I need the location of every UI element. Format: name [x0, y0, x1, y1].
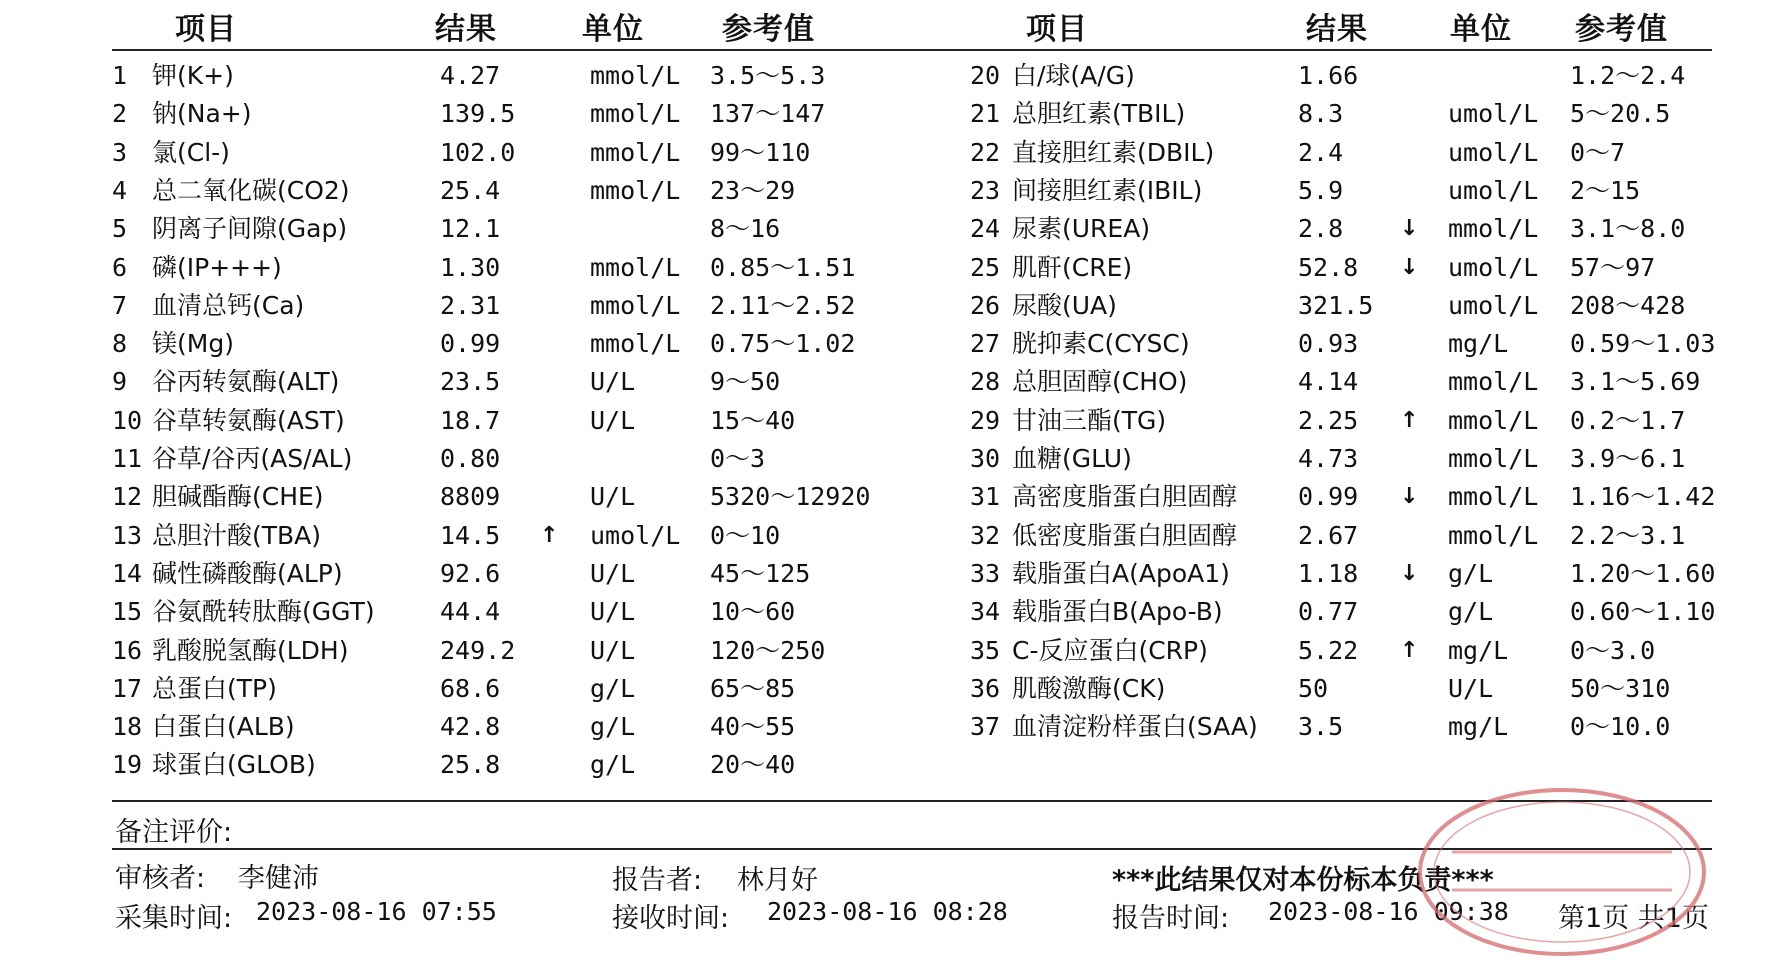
row-reference: 9～50	[710, 367, 781, 397]
row-number: 18	[112, 712, 143, 742]
row-reference: 3.5～5.3	[710, 61, 826, 90]
row-reference: 23～29	[710, 175, 796, 205]
row-item-name: 甘油三酯(TG)	[1012, 405, 1167, 435]
row-number: 13	[112, 520, 143, 550]
row-unit: mg/L	[1448, 635, 1509, 665]
row-result: 12.1	[440, 214, 501, 244]
row-number: 33	[970, 558, 1001, 588]
row-result: 2.31	[440, 290, 501, 320]
row-unit: mg/L	[1448, 329, 1509, 359]
row-result: 8809	[440, 482, 501, 512]
row-result: 52.8	[1298, 252, 1359, 282]
row-reference: 1.16～1.42	[1570, 482, 1716, 512]
collect-time-label: 采集时间:	[115, 903, 233, 934]
row-unit: mg/L	[1448, 712, 1509, 742]
row-item-name: 血糖(GLU)	[1012, 444, 1132, 473]
row-unit: U/L	[590, 558, 636, 588]
row-result: 1.18	[1298, 558, 1359, 588]
row-result: 2.67	[1298, 520, 1359, 550]
row-result: 1.66	[1298, 61, 1359, 90]
row-result: 4.73	[1298, 444, 1359, 473]
row-item-name: 总胆汁酸(TBA)	[152, 520, 322, 550]
row-item-name: 碱性磷酸酶(ALP)	[152, 558, 343, 588]
row-number: 8	[112, 329, 128, 359]
receive-time: 2023-08-16 08:28	[767, 897, 1008, 926]
row-item-name: 间接胆红素(IBIL)	[1012, 175, 1203, 205]
row-result: 1.30	[440, 252, 501, 282]
row-item-name: 胆碱酯酶(CHE)	[152, 482, 324, 512]
row-item-name: 谷氨酰转肽酶(GGT)	[152, 597, 375, 627]
row-number: 2	[112, 99, 128, 129]
row-item-name: 肌酸激酶(CK)	[1012, 673, 1166, 703]
row-flag-arrow: ↑	[1400, 637, 1419, 663]
row-item-name: 谷草/谷丙(AS/AL)	[152, 444, 353, 473]
row-item-name: 尿素(UREA)	[1012, 214, 1151, 244]
page-info: 第1页 共1页	[1558, 903, 1709, 934]
row-number: 32	[970, 520, 1001, 550]
row-item-name: 载脂蛋白B(Apo-B)	[1012, 597, 1223, 627]
row-unit: umol/L	[1448, 137, 1539, 167]
row-reference: 0～7	[1570, 137, 1626, 167]
row-item-name: 血清总钙(Ca)	[152, 290, 305, 320]
row-unit: umol/L	[1448, 290, 1539, 320]
row-result: 139.5	[440, 99, 516, 129]
row-reference: 3.1～8.0	[1570, 214, 1686, 244]
row-result: 25.4	[440, 175, 501, 205]
row-reference: 2.2～3.1	[1570, 520, 1686, 550]
row-number: 19	[112, 750, 143, 780]
row-number: 28	[970, 367, 1001, 397]
row-number: 16	[112, 635, 143, 665]
row-item-name: 载脂蛋白A(ApoA1)	[1012, 558, 1230, 588]
row-result: 2.4	[1298, 137, 1344, 167]
row-unit: mmol/L	[1448, 405, 1539, 435]
row-reference: 0～3.0	[1570, 635, 1656, 665]
header-item-right: 项目	[1026, 12, 1088, 47]
row-number: 6	[112, 252, 128, 282]
row-result: 8.3	[1298, 99, 1344, 129]
row-item-name: C-反应蛋白(CRP)	[1012, 635, 1208, 665]
row-number: 17	[112, 673, 143, 703]
row-unit: mmol/L	[590, 99, 681, 129]
row-unit: umol/L	[1448, 252, 1539, 282]
reviewer-label: 审核者:	[115, 863, 206, 894]
row-item-name: 磷(IP+++)	[152, 252, 282, 282]
row-number: 5	[112, 214, 128, 244]
row-result: 249.2	[440, 635, 516, 665]
row-reference: 8～16	[710, 214, 781, 244]
row-item-name: 肌酐(CRE)	[1012, 252, 1133, 282]
row-flag-arrow: ↓	[1400, 216, 1419, 242]
row-number: 20	[970, 61, 1001, 90]
reporter-label: 报告者:	[612, 865, 703, 896]
row-reference: 99～110	[710, 137, 811, 167]
row-unit: U/L	[1448, 673, 1494, 703]
row-reference: 0～3	[710, 444, 766, 473]
row-result: 0.80	[440, 444, 501, 473]
row-result: 44.4	[440, 597, 501, 627]
row-reference: 5320～12920	[710, 482, 871, 512]
row-item-name: 谷丙转氨酶(ALT)	[152, 367, 340, 397]
row-reference: 50～310	[1570, 673, 1671, 703]
row-result: 23.5	[440, 367, 501, 397]
row-number: 10	[112, 405, 143, 435]
row-item-name: 血清淀粉样蛋白(SAA)	[1012, 712, 1258, 742]
row-item-name: 氯(Cl-)	[152, 137, 230, 167]
row-unit: mmol/L	[1448, 367, 1539, 397]
header-rule	[112, 49, 1712, 51]
row-unit: g/L	[590, 712, 636, 742]
row-unit: U/L	[590, 405, 636, 435]
row-number: 9	[112, 367, 128, 397]
row-number: 21	[970, 99, 1001, 129]
row-reference: 1.20～1.60	[1570, 558, 1716, 588]
remark-label: 备注评价:	[115, 817, 233, 848]
row-result: 3.5	[1298, 712, 1344, 742]
row-number: 1	[112, 61, 128, 90]
row-number: 29	[970, 405, 1001, 435]
row-result: 42.8	[440, 712, 501, 742]
row-item-name: 总胆固醇(CHO)	[1012, 367, 1188, 397]
row-unit: mmol/L	[1448, 482, 1539, 512]
row-unit: umol/L	[1448, 175, 1539, 205]
row-unit: mmol/L	[590, 252, 681, 282]
row-number: 26	[970, 290, 1001, 320]
row-item-name: 镁(Mg)	[152, 329, 234, 359]
row-reference: 208～428	[1570, 290, 1686, 320]
row-item-name: 总二氧化碳(CO2)	[152, 175, 350, 205]
row-unit: U/L	[590, 635, 636, 665]
row-unit: umol/L	[590, 520, 681, 550]
row-reference: 0.75～1.02	[710, 329, 856, 359]
row-result: 0.93	[1298, 329, 1359, 359]
row-reference: 3.1～5.69	[1570, 367, 1701, 397]
row-unit: mmol/L	[1448, 214, 1539, 244]
row-item-name: 总胆红素(TBIL)	[1012, 99, 1186, 129]
row-item-name: 总蛋白(TP)	[152, 673, 277, 703]
row-unit: umol/L	[1448, 99, 1539, 129]
header-unit-left: 单位	[582, 12, 644, 47]
row-unit: g/L	[590, 673, 636, 703]
row-flag-arrow: ↓	[1400, 484, 1419, 510]
row-result: 102.0	[440, 137, 516, 167]
row-item-name: 谷草转氨酶(AST)	[152, 405, 345, 435]
row-item-name: 高密度脂蛋白胆固醇	[1012, 482, 1238, 512]
row-result: 0.99	[1298, 482, 1359, 512]
row-reference: 3.9～6.1	[1570, 444, 1686, 473]
row-reference: 120～250	[710, 635, 826, 665]
row-item-name: 白/球(A/G)	[1012, 61, 1135, 90]
row-result: 68.6	[440, 673, 501, 703]
row-item-name: 尿酸(UA)	[1012, 290, 1117, 320]
report-time-label: 报告时间:	[1112, 903, 1230, 934]
header-result-right: 结果	[1306, 12, 1368, 47]
row-reference: 0～10.0	[1570, 712, 1671, 742]
row-reference: 15～40	[710, 405, 796, 435]
row-unit: mmol/L	[1448, 444, 1539, 473]
row-item-name: 白蛋白(ALB)	[152, 712, 295, 742]
row-number: 36	[970, 673, 1001, 703]
row-reference: 137～147	[710, 99, 826, 129]
row-number: 31	[970, 482, 1001, 512]
row-item-name: 阴离子间隙(Gap)	[152, 214, 348, 244]
row-reference: 65～85	[710, 673, 796, 703]
row-reference: 20～40	[710, 750, 796, 780]
row-number: 24	[970, 214, 1001, 244]
row-unit: g/L	[1448, 558, 1494, 588]
row-number: 15	[112, 597, 143, 627]
row-item-name: 直接胆红素(DBIL)	[1012, 137, 1215, 167]
row-unit: mmol/L	[590, 175, 681, 205]
row-reference: 0～10	[710, 520, 781, 550]
row-reference: 2.11～2.52	[710, 290, 856, 320]
row-unit: g/L	[1448, 597, 1494, 627]
row-number: 37	[970, 712, 1001, 742]
row-number: 34	[970, 597, 1001, 627]
row-item-name: 乳酸脱氢酶(LDH)	[152, 635, 349, 665]
row-result: 4.14	[1298, 367, 1359, 397]
row-result: 4.27	[440, 61, 501, 90]
header-result-left: 结果	[435, 12, 497, 47]
row-number: 3	[112, 137, 128, 167]
row-number: 12	[112, 482, 143, 512]
row-number: 11	[112, 444, 143, 473]
report-time: 2023-08-16 09:38	[1268, 897, 1509, 926]
row-item-name: 钾(K+)	[152, 61, 234, 90]
row-item-name: 球蛋白(GLOB)	[152, 750, 316, 780]
row-flag-arrow: ↓	[1400, 254, 1419, 280]
reporter-name: 林月好	[737, 865, 818, 896]
row-number: 27	[970, 329, 1001, 359]
row-result: 0.77	[1298, 597, 1359, 627]
disclaimer: ***此结果仅对本份标本负责***	[1112, 865, 1494, 896]
row-reference: 0.60～1.10	[1570, 597, 1716, 627]
row-unit: g/L	[590, 750, 636, 780]
row-number: 35	[970, 635, 1001, 665]
row-result: 18.7	[440, 405, 501, 435]
row-item-name: 胱抑素C(CYSC)	[1012, 329, 1190, 359]
row-flag-arrow: ↑	[540, 522, 559, 548]
row-result: 25.8	[440, 750, 501, 780]
row-unit: mmol/L	[590, 137, 681, 167]
row-number: 22	[970, 137, 1001, 167]
row-number: 7	[112, 290, 128, 320]
row-reference: 0.59～1.03	[1570, 329, 1716, 359]
row-flag-arrow: ↓	[1400, 560, 1419, 586]
row-reference: 40～55	[710, 712, 796, 742]
row-result: 2.8	[1298, 214, 1344, 244]
row-reference: 5～20.5	[1570, 99, 1671, 129]
row-result: 92.6	[440, 558, 501, 588]
row-reference: 0.2～1.7	[1570, 405, 1686, 435]
receive-time-label: 接收时间:	[612, 903, 730, 934]
row-result: 50	[1298, 673, 1329, 703]
row-result: 0.99	[440, 329, 501, 359]
row-reference: 2～15	[1570, 175, 1641, 205]
lab-stamp-seal	[1412, 780, 1712, 965]
header-unit-right: 单位	[1450, 12, 1512, 47]
row-number: 14	[112, 558, 143, 588]
row-result: 14.5	[440, 520, 501, 550]
header-ref-left: 参考值	[722, 12, 815, 47]
row-result: 321.5	[1298, 290, 1374, 320]
row-unit: mmol/L	[590, 290, 681, 320]
row-unit: U/L	[590, 367, 636, 397]
row-number: 30	[970, 444, 1001, 473]
row-reference: 0.85～1.51	[710, 252, 856, 282]
header-item-left: 项目	[175, 12, 237, 47]
row-result: 2.25	[1298, 405, 1359, 435]
header-ref-right: 参考值	[1575, 12, 1668, 47]
row-reference: 1.2～2.4	[1570, 61, 1686, 90]
row-unit: U/L	[590, 482, 636, 512]
row-item-name: 钠(Na+)	[152, 99, 252, 129]
row-reference: 45～125	[710, 558, 811, 588]
row-unit: mmol/L	[1448, 520, 1539, 550]
row-number: 23	[970, 175, 1001, 205]
row-item-name: 低密度脂蛋白胆固醇	[1012, 520, 1238, 550]
row-reference: 10～60	[710, 597, 796, 627]
reviewer-name: 李健沛	[238, 863, 319, 894]
collect-time: 2023-08-16 07:55	[256, 897, 497, 926]
row-number: 25	[970, 252, 1001, 282]
row-number: 4	[112, 175, 128, 205]
row-unit: U/L	[590, 597, 636, 627]
row-unit: mmol/L	[590, 329, 681, 359]
row-reference: 57～97	[1570, 252, 1656, 282]
row-unit: mmol/L	[590, 61, 681, 90]
row-flag-arrow: ↑	[1400, 407, 1419, 433]
row-result: 5.22	[1298, 635, 1359, 665]
row-result: 5.9	[1298, 175, 1344, 205]
